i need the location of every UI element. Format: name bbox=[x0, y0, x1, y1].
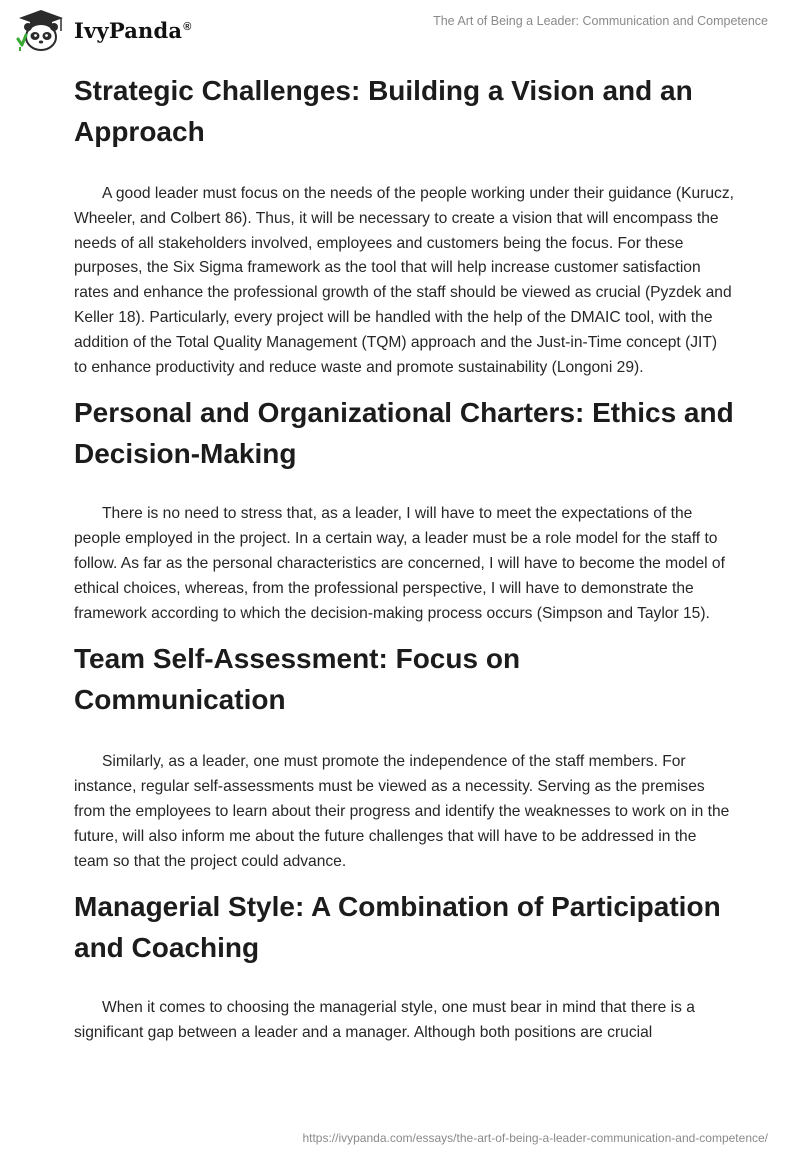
section-personal-organizational-charters bbox=[74, 392, 734, 626]
section-heading: Managerial Style: A Combination of Participation and Coaching bbox=[74, 891, 721, 964]
section-heading: Personal and Organizational Charters: Ethics and Decision-Making bbox=[74, 397, 734, 470]
footer-url-link[interactable]: https://ivypanda.com/essays/the-art-of-being-a-leader-communication-and-competence/ bbox=[302, 1131, 768, 1145]
section-paragraph: When it comes to choosing the managerial style, one must bear in mind that there is a significant gap between a leader and a manager. Although both positions are crucial bbox=[74, 999, 695, 1042]
section-team-self-assessment bbox=[74, 638, 734, 874]
section-heading: Team Self-Assessment: Focus on Communication bbox=[74, 643, 521, 716]
essay-content bbox=[74, 70, 734, 1046]
section-paragraph: There is no need to stress that, as a leader, I will have to meet the expectations of the people employed in the project. In a certain way, a leader must be a role model for the staff to follow. As far as the personal characteristics are concerned, I will have to become the model of ethical choices, whereas, from the professional perspective, I will have to demonstrate the framework according to which the decision-making process occurs (Simpson and Taylor 15). bbox=[74, 505, 725, 622]
section-paragraph: A good leader must focus on the needs of the people working under their guidance (Kurucz, Wheeler, and Colbert 86). Thus, it will be necessary to create a vision that will encompass the needs of all stakeholders involved, employees and customers being the focus. For these purposes, the Six Sigma framework as the tool that will help increase customer satisfaction rates and enhance the professional growth of the staff should be viewed as crucial (Pyzdek and Keller 18). Particularly, every project will be handled with the help of the DMAIC tool, with the addition of the Total Quality Management (TQM) approach and the Just-in-Time concept (JIT) to enhance productivity and reduce waste and promote sustainability (Longoni 29). bbox=[74, 185, 734, 376]
brand-logo[interactable] bbox=[16, 9, 192, 51]
brand-name: IvyPanda® bbox=[74, 17, 192, 43]
document-title: The Art of Being a Leader: Communication and Competence bbox=[433, 14, 768, 28]
section-strategic-challenges bbox=[74, 70, 734, 380]
section-paragraph: Similarly, as a leader, one must promote the independence of the staff members. For instance, regular self-assessments must be viewed as a necessity. Serving as the premises from the employees to learn about their progress and identify the weaknesses to work on in the future, will also inform me about the future challenges that will have to be addressed in the team so that the project could advance. bbox=[74, 753, 730, 870]
section-managerial-style bbox=[74, 886, 734, 1046]
page-header bbox=[0, 0, 800, 62]
registered-mark: ® bbox=[183, 20, 192, 33]
panda-graduate-icon bbox=[16, 9, 66, 51]
section-heading: Strategic Challenges: Building a Vision and an Approach bbox=[74, 75, 693, 147]
